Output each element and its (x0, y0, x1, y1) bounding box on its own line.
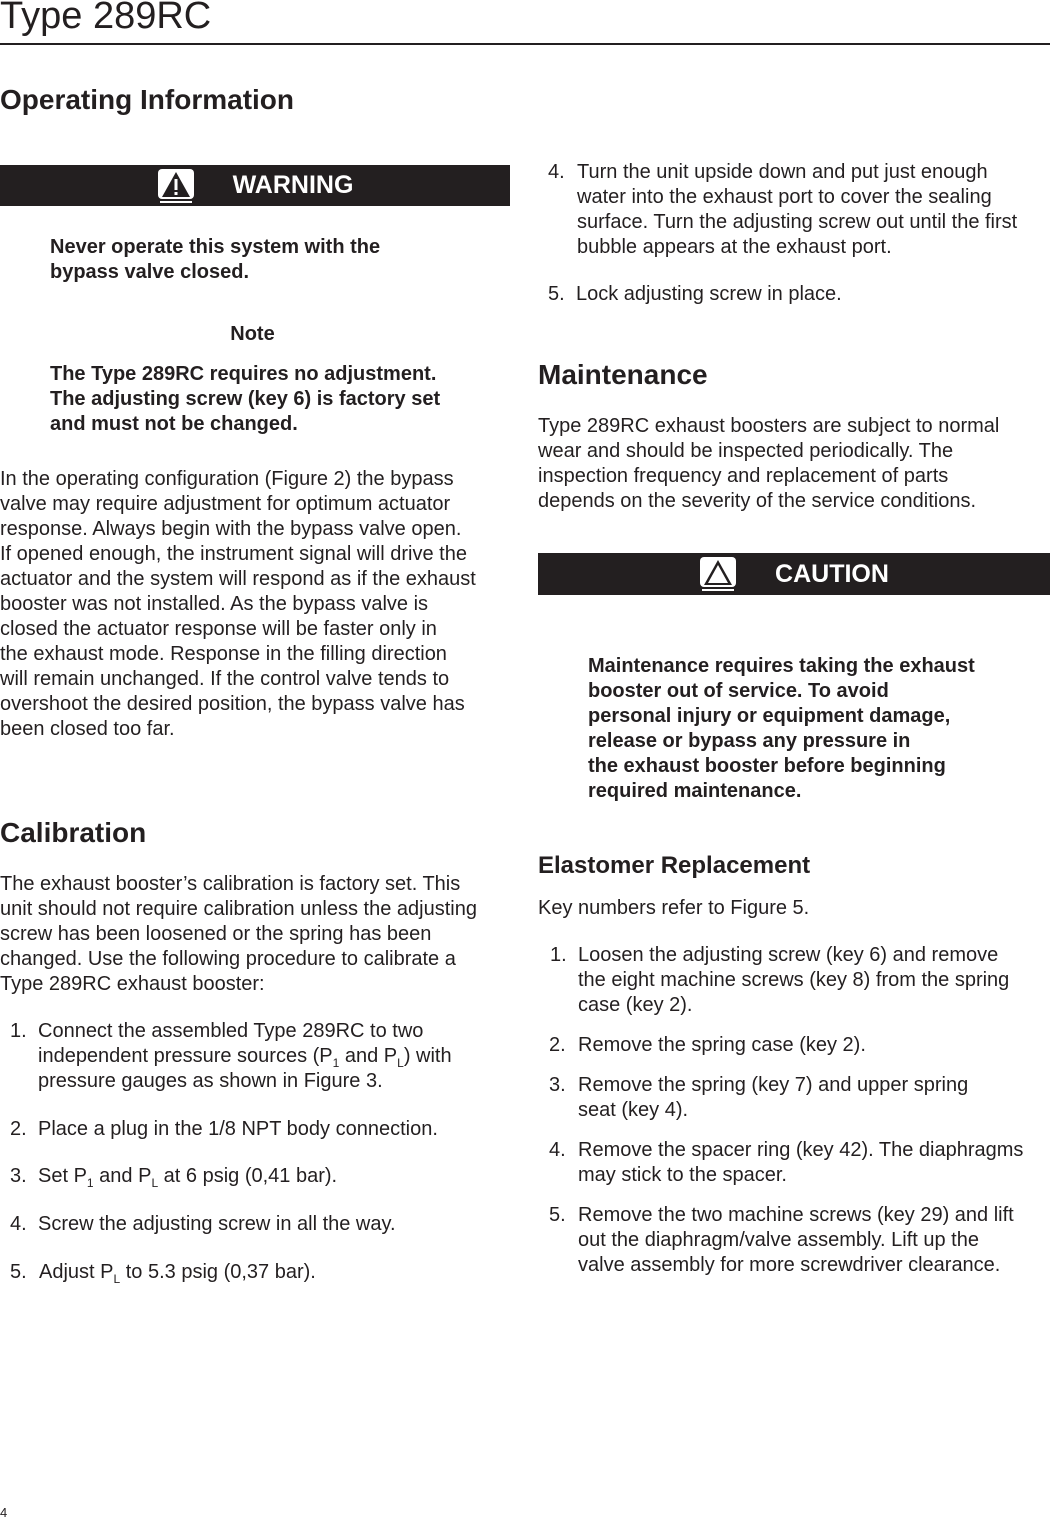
caution-label: CAUTION (775, 559, 889, 588)
subscript: 1 (86, 1176, 94, 1190)
text-line: Remove the spring case (key 2). (578, 1034, 866, 1056)
elastomer-step (549, 1138, 1023, 1188)
step-number: 3. (549, 1074, 566, 1096)
calibration-step (10, 1164, 337, 1189)
step-text (38, 1164, 337, 1189)
text-line: actuator and the system will respond as if the exhaust (0, 568, 476, 590)
text-line: case (key 2). (578, 994, 693, 1016)
step-text (578, 1033, 866, 1058)
text-line: independent pressure sources ($P_1$ and $P_L$) with (38, 1045, 452, 1070)
calibration-step (548, 282, 842, 307)
text-line: Never operate this system with the (50, 236, 381, 258)
header-rule (0, 43, 1050, 45)
calibration-heading: Calibration (0, 817, 147, 848)
maintenance-paragraph (538, 414, 999, 514)
text-line: surface. Turn the adjusting screw out until the first (577, 211, 1018, 233)
text-line: wear and should be inspected periodically. The (538, 440, 954, 462)
step-text (578, 1203, 1014, 1278)
step-number: 4. (549, 1139, 566, 1161)
subscript: 1 (332, 1056, 340, 1070)
text-line: closed the actuator response will be faster only in (0, 618, 437, 640)
step-number: 3. (10, 1165, 27, 1187)
text-line: Remove the spring (key 7) and upper spring (578, 1074, 969, 1096)
step-text (578, 943, 1009, 1018)
step-number: 2. (10, 1118, 27, 1140)
text-line: seat (key 4). (578, 1099, 689, 1121)
text-line: bubble appears at the exhaust port. (577, 236, 892, 258)
step-text (577, 160, 1017, 260)
text-line: personal injury or equipment damage, (588, 705, 951, 727)
warning-text (50, 235, 380, 285)
text-line: Remove the two machine screws (key 29) and lift (578, 1204, 1014, 1226)
caution-banner (538, 553, 1050, 595)
text-line: Type 289RC exhaust booster: (0, 973, 265, 995)
text-line: Connect the assembled Type 289RC to two (38, 1020, 424, 1042)
text-line: booster out of service. To avoid (588, 680, 889, 702)
text-line: will remain unchanged. If the control valve tends to (0, 668, 450, 690)
operating-heading: Operating Information (0, 84, 294, 115)
operating-paragraph (0, 467, 476, 742)
step-text (39, 1260, 316, 1285)
text-line: valve may require adjustment for optimum actuator (0, 493, 451, 515)
elastomer-step (549, 1033, 866, 1058)
text-line: and must not be changed. (50, 413, 298, 435)
step-text (578, 1073, 968, 1123)
step-number: 1. (550, 944, 567, 966)
text-line: unit should not require calibration unless the adjusting (0, 898, 477, 920)
text-line: the exhaust booster before beginning (588, 755, 946, 777)
elastomer-intro: Key numbers refer to Figure 5. (538, 897, 810, 919)
caution-text (588, 654, 975, 804)
text-line: the exhaust mode. Response in the filling direction (0, 643, 447, 665)
text-line: In the operating configuration (Figure 2) the bypass (0, 468, 454, 490)
step-number: 5. (548, 283, 565, 305)
calibration-step (10, 1117, 438, 1142)
text-line: The adjusting screw (key 6) is factory set (50, 388, 441, 410)
text-line: Turn the unit upside down and put just enough (577, 161, 988, 183)
subscript: L (397, 1056, 404, 1070)
text-line: Remove the spacer ring (key 42). The diaphragms (578, 1139, 1024, 1161)
text-line: out the diaphragm/valve assembly. Lift up the (578, 1229, 979, 1251)
step-number: 4. (548, 161, 565, 183)
calibration-step (10, 1260, 316, 1285)
elastomer-step (549, 1203, 1014, 1278)
text-line: screw has been loosened or the spring has been (0, 923, 432, 945)
text-line: Type 289RC exhaust boosters are subject to normal (538, 415, 1000, 437)
caution-triangle-icon (699, 556, 737, 592)
subscript: L (151, 1176, 159, 1190)
text-line: required maintenance. (588, 780, 802, 802)
text-line: Lock adjusting screw in place. (576, 283, 842, 305)
maintenance-heading: Maintenance (538, 359, 708, 390)
step-number: 1. (10, 1020, 27, 1042)
warning-label: WARNING (232, 171, 354, 199)
document-title: Type 289RC (0, 0, 212, 37)
elastomer-step (550, 943, 1009, 1018)
text-line: booster was not installed. As the bypass valve is (0, 593, 429, 615)
text-line: bypass valve closed. (50, 261, 250, 283)
text-line: release or bypass any pressure in (588, 730, 911, 752)
elastomer-step (549, 1073, 968, 1123)
text-line: response. Always begin with the bypass valve open. (0, 518, 462, 540)
text-line: been closed too far. (0, 718, 175, 740)
calibration-step (10, 1019, 452, 1094)
text-line: The Type 289RC requires no adjustment. (50, 363, 437, 385)
text-line: The exhaust booster’s calibration is factory set. This (0, 873, 461, 895)
text-line: If opened enough, the instrument signal will drive the (0, 543, 467, 565)
text-line: overshoot the desired position, the bypass valve has (0, 693, 465, 715)
note-label: Note (230, 323, 275, 345)
page-number: 4 (0, 1505, 8, 1520)
text-line: inspection frequency and replacement of parts (538, 465, 949, 487)
step-number: 2. (549, 1034, 566, 1056)
text-line: Set $P_1$ and $P_L$ at 6 psig (0,41 bar). (38, 1165, 338, 1190)
elastomer-heading: Elastomer Replacement (538, 852, 811, 879)
text-line: may stick to the spacer. (578, 1164, 787, 1186)
note-text (50, 362, 440, 437)
text-line: Adjust $P_L$ to 5.3 psig (0,37 bar). (39, 1261, 316, 1286)
step-text (38, 1212, 396, 1237)
step-text (38, 1117, 438, 1142)
calibration-paragraph (0, 872, 477, 997)
warning-triangle-icon (157, 168, 195, 204)
warning-banner (0, 165, 510, 206)
step-text (576, 282, 842, 307)
text-line: valve assembly for more screwdriver clearance. (578, 1254, 1001, 1276)
step-number: 5. (549, 1204, 566, 1226)
text-line: Maintenance requires taking the exhaust (588, 655, 975, 677)
text-line: depends on the severity of the service conditions. (538, 490, 977, 512)
text-line: Screw the adjusting screw in all the way. (38, 1213, 396, 1235)
subscript: L (113, 1272, 121, 1286)
text-line: Place a plug in the 1/8 NPT body connection. (38, 1118, 438, 1140)
text-line: pressure gauges as shown in Figure 3. (38, 1070, 383, 1092)
text-line: changed. Use the following procedure to calibrate a (0, 948, 456, 970)
step-text (38, 1019, 452, 1094)
text-line: Loosen the adjusting screw (key 6) and remove (578, 944, 999, 966)
step-number: 4. (10, 1213, 27, 1235)
text-line: the eight machine screws (key 8) from the spring (578, 969, 1010, 991)
calibration-step (548, 160, 1017, 260)
calibration-step (10, 1212, 396, 1237)
step-number: 5. (10, 1261, 27, 1283)
step-text (578, 1138, 1023, 1188)
text-line: water into the exhaust port to cover the sealing (577, 186, 992, 208)
